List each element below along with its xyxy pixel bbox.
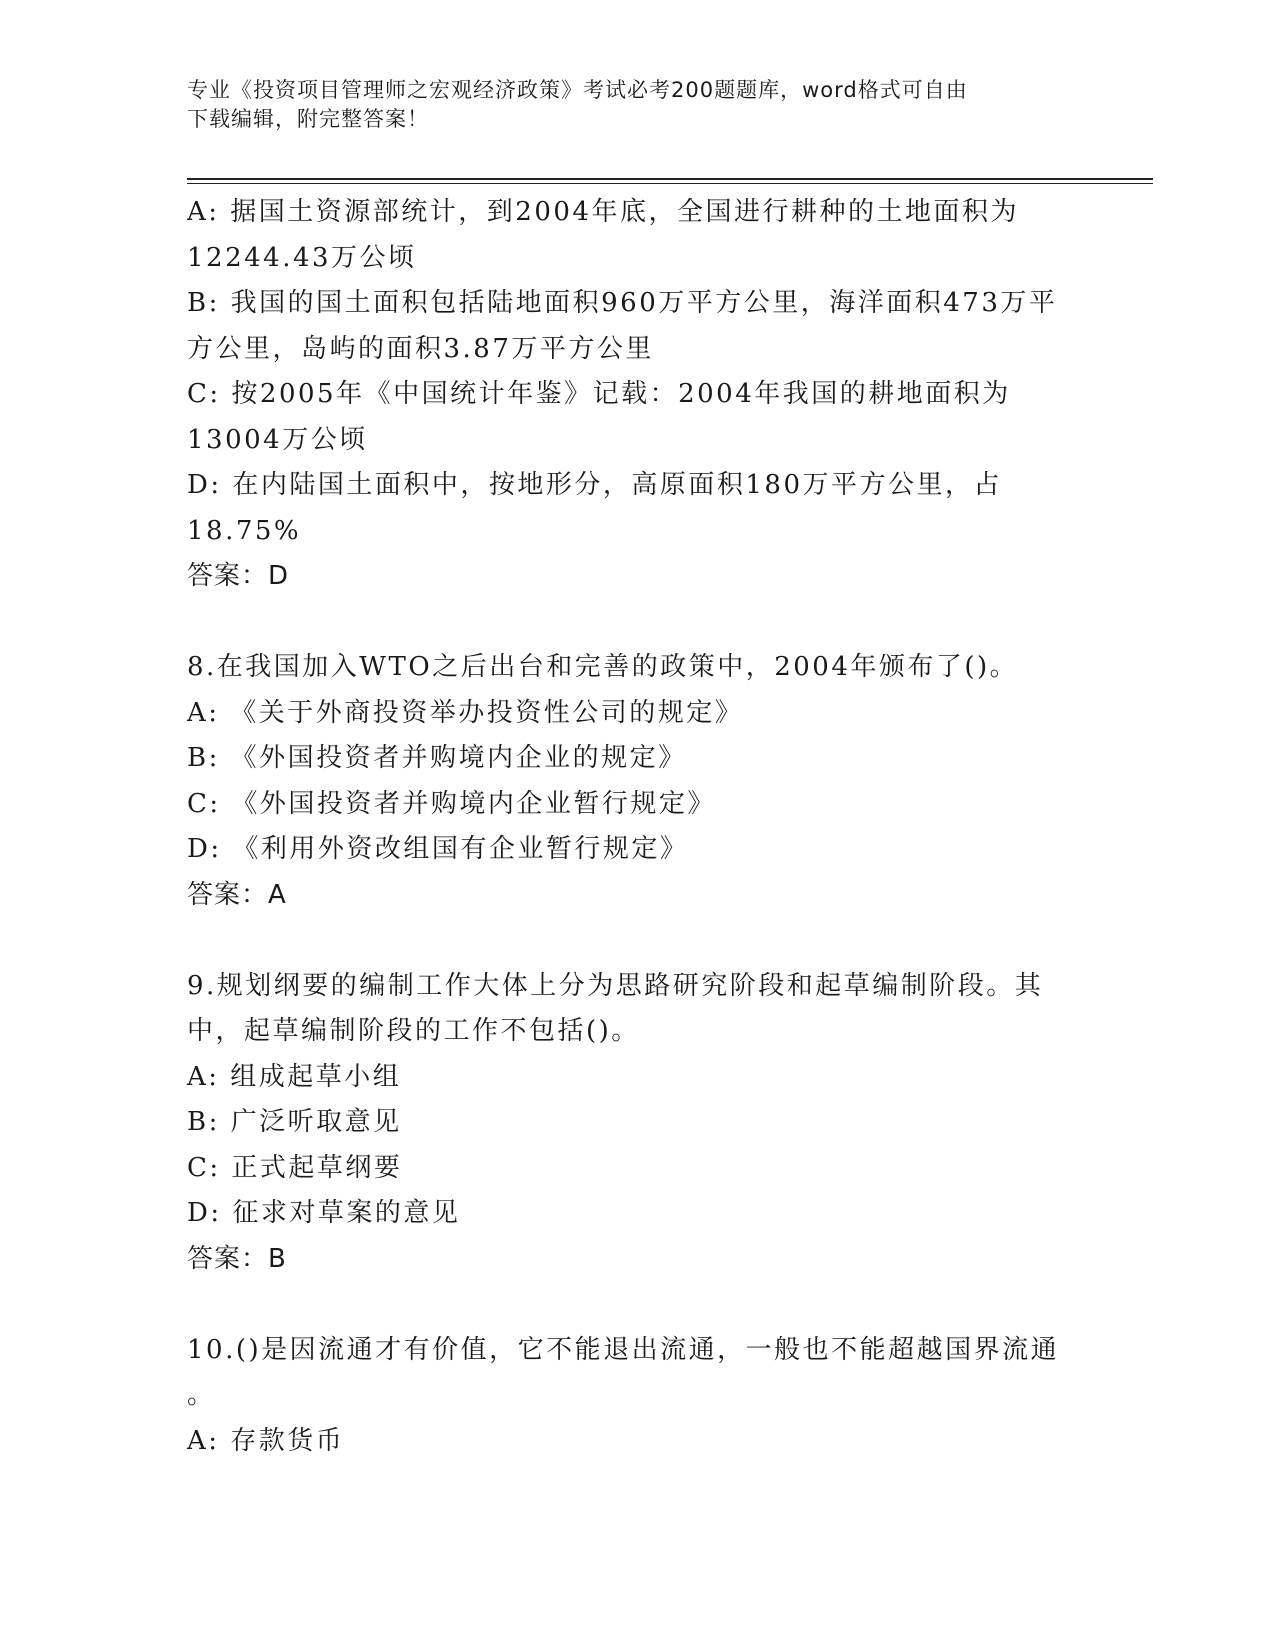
q9-option-d: D: 征求对草案的意见: [187, 1198, 461, 1228]
q7-option-d-line-1: D: 在内陆国土面积中，按地形分，高原面积180万平方公里，占: [187, 470, 1002, 500]
q10-stem-line-2: 。: [187, 1380, 216, 1410]
spacer: [187, 600, 1087, 646]
q7-option-b-line-1: B: 我国的国土面积包括陆地面积960万平方公里，海洋面积473万平: [187, 288, 1058, 318]
q9-option-c: C: 正式起草纲要: [187, 1152, 403, 1183]
q7-answer: 答案：D: [187, 561, 290, 591]
q7-option-d-line-2: 18.75%: [187, 515, 302, 546]
q10-option-a: A: 存款货币: [187, 1425, 345, 1456]
q9-option-b: B: 广泛听取意见: [187, 1107, 402, 1137]
q8-option-b: B: 《外国投资者并购境内企业的规定》: [187, 743, 687, 773]
q7-option-a-line-1: A: 据国土资源部统计，到2004年底，全国进行耕种的土地面积为: [187, 197, 1019, 227]
header-divider-thin: [187, 183, 1153, 184]
spacer: [187, 1282, 1087, 1328]
header-divider-thick: [187, 178, 1153, 180]
q8-option-c: C: 《外国投资者并购境内企业暂行规定》: [187, 788, 716, 819]
q8-answer: 答案：A: [187, 879, 287, 910]
header-line-1: 专业《投资项目管理师之宏观经济政策》考试必考200题题库，word格式可自由: [187, 78, 968, 102]
question-8-block: [187, 645, 1087, 918]
q7-option-c-line-1: C: 按2005年《中国统计年鉴》记载：2004年我国的耕地面积为: [187, 379, 1011, 409]
question-content: [187, 190, 1087, 1464]
q9-stem-line-1: 9.规划纲要的编制工作大体上分为思路研究阶段和起草编制阶段。其: [187, 970, 1044, 1001]
q8-option-a: A: 《关于外商投资举办投资性公司的规定》: [187, 697, 744, 728]
q9-option-a: A: 组成起草小组: [187, 1061, 402, 1092]
q10-stem-line-1: 10.()是因流通才有价值，它不能退出流通，一般也不能超越国界流通: [187, 1334, 1060, 1365]
q8-option-d: D: 《利用外资改组国有企业暂行规定》: [187, 834, 689, 864]
q7-option-b-line-2: 方公里，岛屿的面积3.87万平方公里: [187, 333, 654, 364]
q9-stem-line-2: 中，起草编制阶段的工作不包括()。: [187, 1016, 640, 1046]
q7-option-a-line-2: 12244.43万公顷: [187, 242, 417, 273]
document-header: [187, 76, 1067, 134]
q8-stem: 8.在我国加入WTO之后出台和完善的政策中，2004年颁布了()。: [187, 652, 1019, 682]
question-7-block: [187, 190, 1087, 600]
spacer: [187, 918, 1087, 964]
q9-answer: 答案：B: [187, 1243, 287, 1274]
q7-option-c-line-2: 13004万公顷: [187, 424, 368, 455]
question-10-block: [187, 1328, 1087, 1465]
question-9-block: [187, 964, 1087, 1283]
header-line-2: 下载编辑，附完整答案！: [187, 107, 429, 131]
